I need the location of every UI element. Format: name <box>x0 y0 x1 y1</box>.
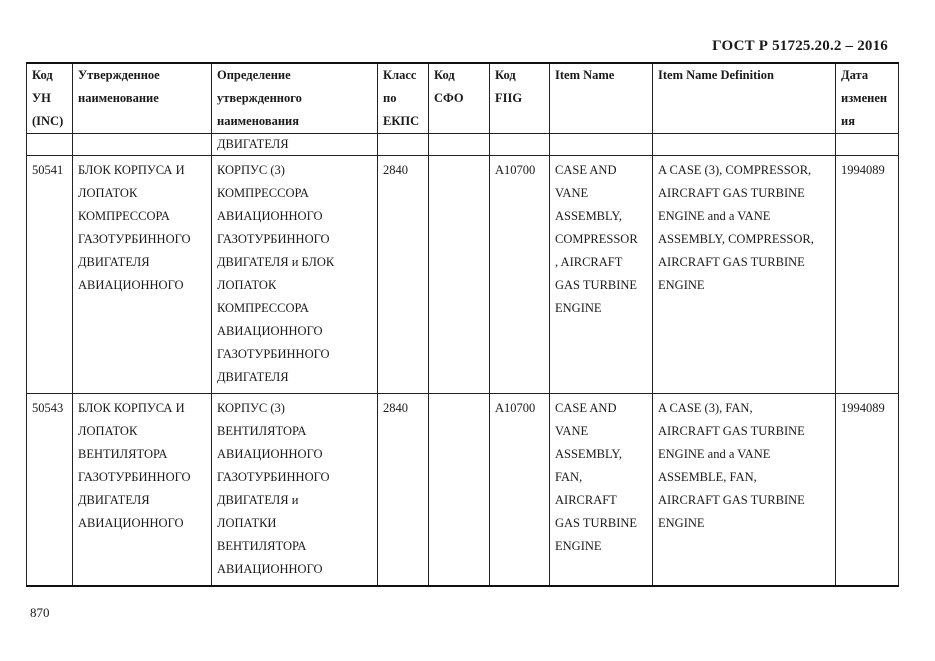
table-header-row <box>27 63 899 134</box>
cell-sfo <box>429 134 490 156</box>
cell-class: 2840 <box>378 156 429 394</box>
header-fiig: Код FIIG <box>490 63 550 134</box>
cell-fiig: A10700 <box>490 394 550 587</box>
cell-item-name: CASE AND VANE ASSEMBLY, COMPRESSOR , AIRCRAFT GAS TURBINE ENGINE <box>550 156 653 394</box>
cell-date: 1994089 <box>836 156 899 394</box>
cell-inc: 50541 <box>27 156 73 394</box>
cell-sfo <box>429 156 490 394</box>
cell-class: 2840 <box>378 394 429 587</box>
document-title: ГОСТ Р 51725.20.2 – 2016 <box>712 38 888 54</box>
header-approved-name: Утвержденное наименование <box>73 63 212 134</box>
cell-date: 1994089 <box>836 394 899 587</box>
cell-name: БЛОК КОРПУСА И ЛОПАТОК КОМПРЕССОРА ГАЗОТУРБИННОГО ДВИГАТЕЛЯ АВИАЦИОННОГО <box>73 156 212 394</box>
cell-name <box>73 134 212 156</box>
header-item-name-definition: Item Name Definition <box>653 63 836 134</box>
cell-item-name: CASE AND VANE ASSEMBLY, FAN, AIRCRAFT GAS TURBINE ENGINE <box>550 394 653 587</box>
table-row <box>27 156 899 394</box>
cell-definition: ДВИГАТЕЛЯ <box>212 134 378 156</box>
cell-item-def: A CASE (3), COMPRESSOR, AIRCRAFT GAS TURBINE ENGINE and a VANE ASSEMBLY, COMPRESSOR, AIRCRAFT GAS TURBINE ENGINE <box>653 156 836 394</box>
cell-item-def <box>653 134 836 156</box>
cell-name: БЛОК КОРПУСА И ЛОПАТОК ВЕНТИЛЯТОРА ГАЗОТУРБИННОГО ДВИГАТЕЛЯ АВИАЦИОННОГО <box>73 394 212 587</box>
cell-definition: КОРПУС (3) КОМПРЕССОРА АВИАЦИОННОГО ГАЗОТУРБИННОГО ДВИГАТЕЛЯ и БЛОК ЛОПАТОК КОМПРЕССОРА АВИАЦИОННОГО ГАЗОТУРБИННОГО ДВИГАТЕЛЯ <box>212 156 378 394</box>
cell-inc <box>27 134 73 156</box>
cell-sfo <box>429 394 490 587</box>
cell-fiig <box>490 134 550 156</box>
continuation-row <box>27 134 899 156</box>
header-change-date: Дата изменен ия <box>836 63 899 134</box>
cell-class <box>378 134 429 156</box>
page-number: 870 <box>30 605 50 620</box>
table-row <box>27 394 899 587</box>
cell-definition: КОРПУС (3) ВЕНТИЛЯТОРА АВИАЦИОННОГО ГАЗОТУРБИННОГО ДВИГАТЕЛЯ и ЛОПАТКИ ВЕНТИЛЯТОРА АВИАЦИОННОГО <box>212 394 378 587</box>
cell-date <box>836 134 899 156</box>
cell-item-name <box>550 134 653 156</box>
cell-inc: 50543 <box>27 394 73 587</box>
header-sfo: Код СФО <box>429 63 490 134</box>
catalog-table <box>26 62 899 587</box>
header-class: Класс по ЕКПС <box>378 63 429 134</box>
cell-fiig: A10700 <box>490 156 550 394</box>
header-inc: Код УН (INC) <box>27 63 73 134</box>
header-item-name: Item Name <box>550 63 653 134</box>
header-definition: Определение утвержденного наименования <box>212 63 378 134</box>
cell-item-def: A CASE (3), FAN, AIRCRAFT GAS TURBINE ENGINE and a VANE ASSEMBLE, FAN, AIRCRAFT GAS TURBINE ENGINE <box>653 394 836 587</box>
